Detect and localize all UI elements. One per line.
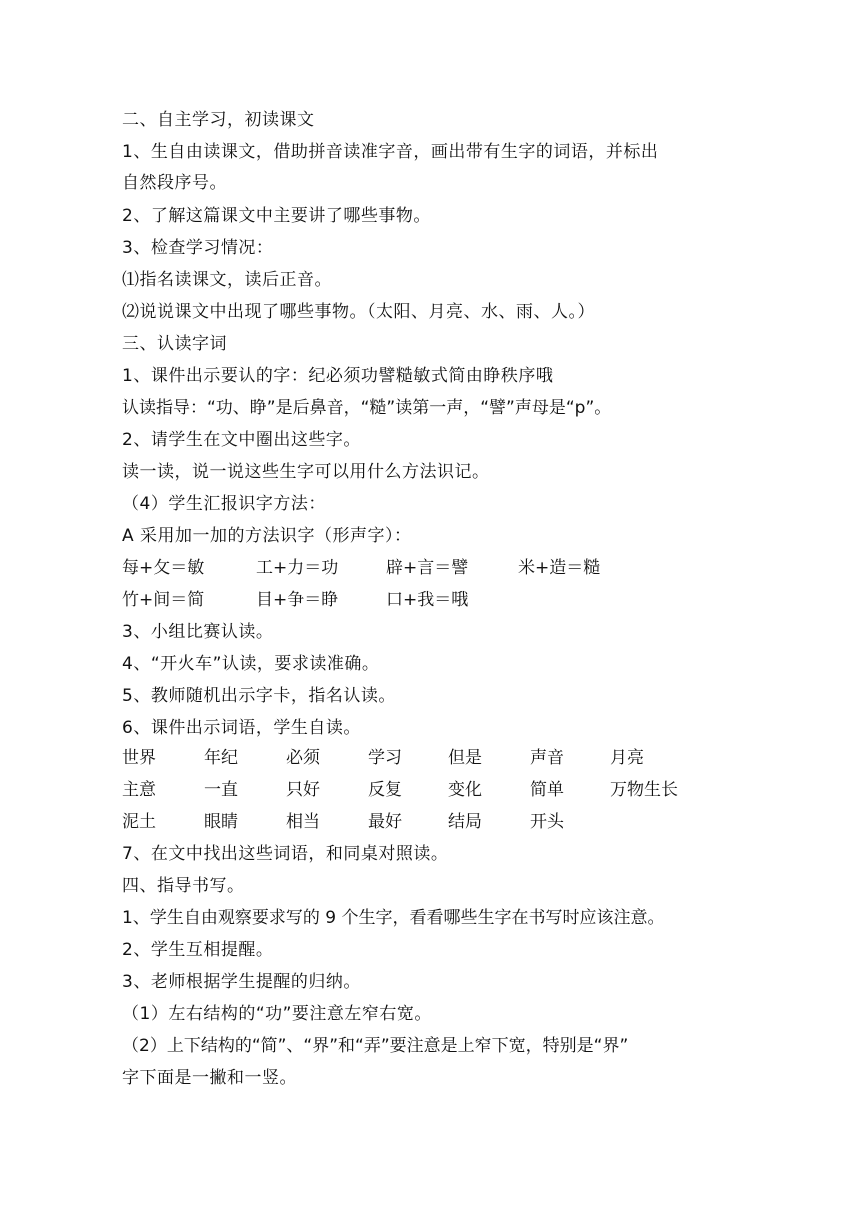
text-line: 4、“开火车”认读，要求读准确。 — [122, 654, 380, 674]
word-item: 开头 — [530, 812, 564, 832]
word-item: 变化 — [448, 780, 482, 800]
word-item: 世界 — [122, 748, 156, 768]
word-item: 年纪 — [204, 748, 238, 768]
text-line: （1）左右结构的“功”要注意左窄右宽。 — [122, 1004, 432, 1024]
formula-item: 工+力＝功 — [256, 558, 339, 578]
text-line: 2、了解这篇课文中主要讲了哪些事物。 — [122, 206, 431, 226]
text-line: A 采用加一加的方法识字（形声字）： — [122, 526, 412, 546]
text-line: 1、学生自由观察要求写的 9 个生字，看看哪些生字在书写时应该注意。 — [122, 908, 665, 928]
word-item: 泥土 — [122, 812, 156, 832]
section-heading-2: 二、自主学习，初读课文 — [122, 110, 315, 130]
text-line: 认读指导：“功、睁”是后鼻音，“糙”读第一声，“譬”声母是“p”。 — [122, 398, 612, 418]
text-line: 字下面是一撇和一竖。 — [122, 1068, 297, 1088]
text-line: 2、学生互相提醒。 — [122, 940, 274, 960]
text-line: 1、课件出示要认的字：纪必须功譬糙敏式简由睁秩序哦 — [122, 366, 554, 386]
formula-item: 口+我＝哦 — [386, 590, 469, 610]
section-heading-4: 四、指导书写。 — [122, 876, 245, 896]
text-line: 6、课件出示词语，学生自读。 — [122, 718, 361, 738]
text-line: 读一读，说一说这些生字可以用什么方法识记。 — [122, 462, 490, 482]
word-item: 必须 — [286, 748, 320, 768]
word-item: 主意 — [122, 780, 156, 800]
text-line: 3、老师根据学生提醒的归纳。 — [122, 972, 361, 992]
word-item: 月亮 — [610, 748, 644, 768]
word-item: 但是 — [448, 748, 482, 768]
text-line: ⑵说说课文中出现了哪些事物。（太阳、月亮、水、雨、人。） — [122, 302, 595, 322]
formula-item: 辟+言＝譬 — [386, 558, 469, 578]
text-line: 7、在文中找出这些词语，和同桌对照读。 — [122, 844, 449, 864]
text-line: （2）上下结构的“简”、“界”和“弄”要注意是上窄下宽，特别是“界” — [122, 1036, 629, 1056]
word-item: 声音 — [530, 748, 564, 768]
text-line: 3、检查学习情况： — [122, 238, 274, 258]
text-line: 1、生自由读课文，借助拼音读准字音，画出带有生字的词语，并标出 — [122, 142, 659, 162]
text-line: 2、请学生在文中圈出这些字。 — [122, 430, 361, 450]
formula-item: 目+争＝睁 — [256, 590, 339, 610]
section-heading-3: 三、认读字词 — [122, 334, 227, 354]
word-item: 万物生长 — [610, 780, 678, 800]
word-item: 眼睛 — [204, 812, 238, 832]
word-item: 反复 — [368, 780, 402, 800]
word-item: 相当 — [286, 812, 320, 832]
formula-item: 每+攵＝敏 — [122, 558, 205, 578]
formula-item: 竹+间＝简 — [122, 590, 205, 610]
word-item: 简单 — [530, 780, 564, 800]
word-item: 结局 — [448, 812, 482, 832]
text-line: 3、小组比赛认读。 — [122, 622, 274, 642]
word-item: 学习 — [368, 748, 402, 768]
word-item: 最好 — [368, 812, 402, 832]
text-line: 5、教师随机出示字卡，指名认读。 — [122, 686, 396, 706]
text-line: ⑴指名读课文，读后正音。 — [122, 270, 332, 290]
text-line: （4）学生汇报识字方法： — [122, 494, 326, 514]
word-item: 只好 — [286, 780, 320, 800]
formula-item: 米+造＝糙 — [518, 558, 601, 578]
word-item: 一直 — [204, 780, 238, 800]
text-line: 自然段序号。 — [122, 173, 227, 193]
